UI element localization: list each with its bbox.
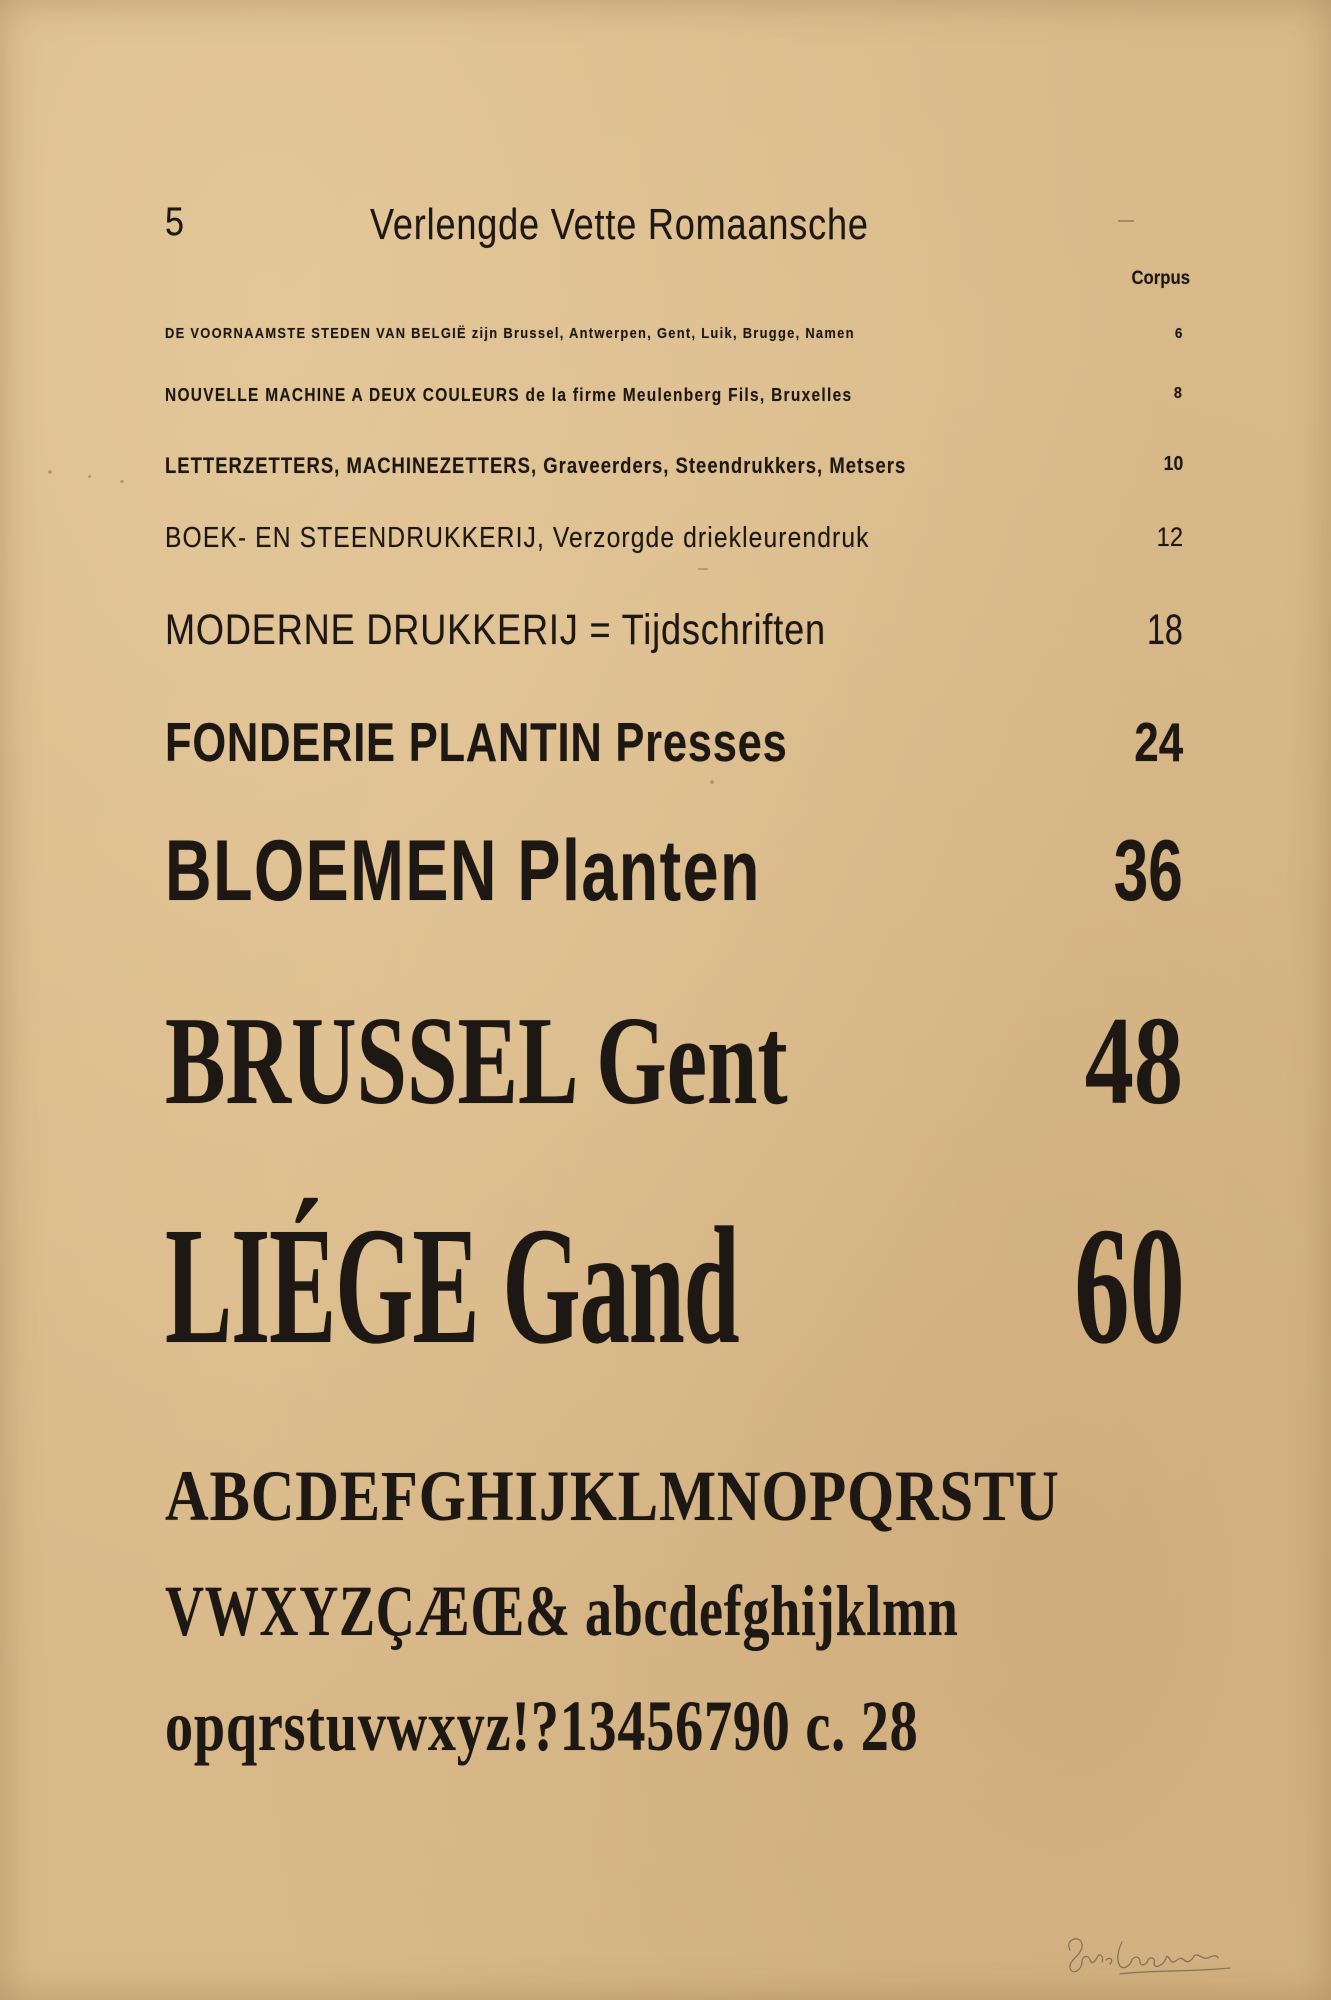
corpus-column-label: Corpus xyxy=(1131,268,1190,289)
specimen-size: 60 xyxy=(1074,1193,1185,1379)
specimen-size: 36 xyxy=(1114,823,1183,919)
specimen-sample: NOUVELLE MACHINE A DEUX COULEURS de la firme Meulenberg Fils, Bruxelles xyxy=(165,385,853,405)
handwritten-signature xyxy=(1060,1930,1260,1985)
page-header xyxy=(165,200,1185,260)
specimen-size: 8 xyxy=(1173,385,1182,402)
page-number: 5 xyxy=(165,200,185,244)
paper-speck xyxy=(48,470,52,474)
paper-speck xyxy=(710,780,714,784)
specimen-sample: DE VOORNAAMSTE STEDEN VAN BELGIË zijn Brussel, Antwerpen, Gent, Luik, Brugge, Namen xyxy=(165,325,855,342)
page-title: Verlengde Vette Romaansche xyxy=(370,200,869,249)
alphabet-line-mixed xyxy=(165,1570,1185,1653)
alphabet-text: ABCDEFGHIJKLMNOPQRSTU xyxy=(165,1456,1060,1536)
specimen-sample: LIÉGE Gand xyxy=(165,1193,739,1379)
specimen-size: 24 xyxy=(1134,711,1183,773)
specimen-size: 10 xyxy=(1163,453,1183,475)
alphabet-line-uppercase xyxy=(165,1455,1185,1538)
specimen-size: 12 xyxy=(1156,522,1183,552)
specimen-size: 48 xyxy=(1084,992,1183,1131)
paper-speck xyxy=(88,475,91,478)
alphabet-text: opqrstuvwxyz!?13456790 c. 28 xyxy=(165,1686,919,1766)
specimen-sample: BOEK- EN STEENDRUKKERIJ, Verzorgde driekleurendruk xyxy=(165,522,870,554)
specimen-sample: LETTERZETTERS, MACHINEZETTERS, Graveerders, Steendrukkers, Metsers xyxy=(165,453,907,478)
specimen-sample: BRUSSEL Gent xyxy=(165,992,788,1131)
specimen-sample: MODERNE DRUKKERIJ = Tijdschriften xyxy=(165,606,826,654)
paper-speck xyxy=(120,480,124,483)
specimen-sample: FONDERIE PLANTIN Presses xyxy=(165,711,788,773)
specimen-size: 18 xyxy=(1147,606,1183,654)
paper-speck xyxy=(698,568,708,570)
alphabet-text: VWXYZÇÆŒ& abcdefghijklmn xyxy=(165,1571,959,1651)
margin-dash xyxy=(1118,220,1134,222)
specimen-size: 6 xyxy=(1174,325,1182,342)
specimen-sample: BLOEMEN Planten xyxy=(165,823,761,919)
alphabet-line-lowercase xyxy=(165,1685,1185,1768)
